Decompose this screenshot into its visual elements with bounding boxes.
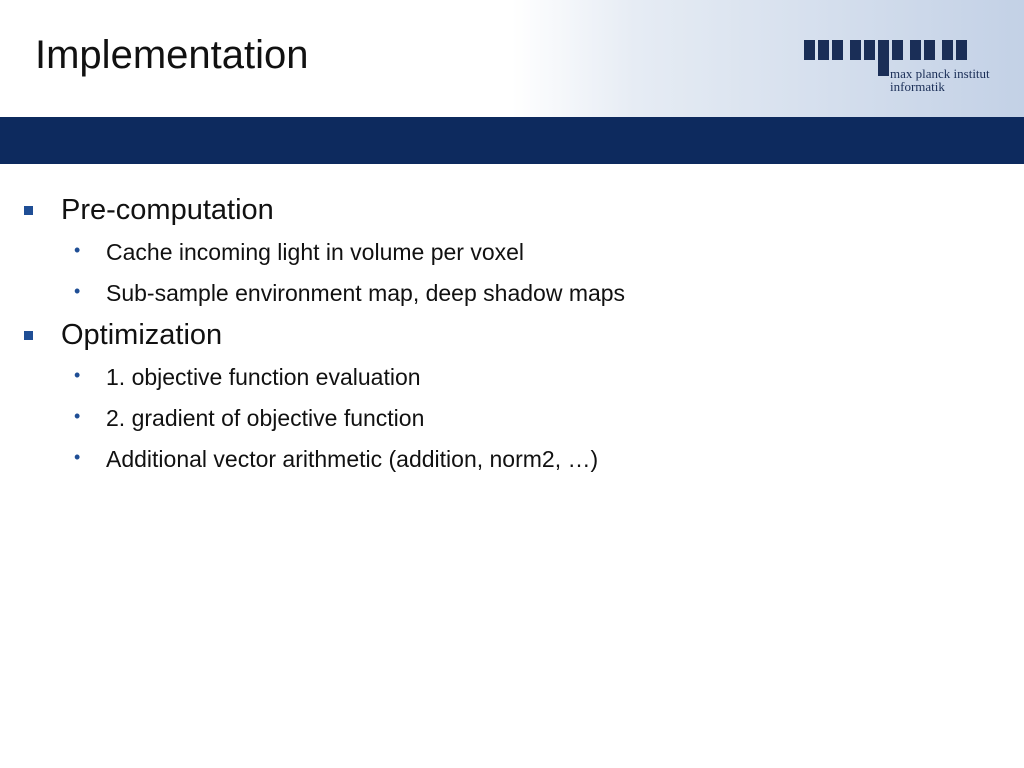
dot-bullet-icon: • [74,447,81,467]
sub-bullet-text: 2. gradient of objective function [106,405,425,431]
dot-bullet-icon: • [74,281,81,301]
sub-bullet [0,399,1024,440]
sub-bullet [0,274,1024,315]
logo-line-2: informatik [890,79,945,94]
square-bullet-icon [24,206,33,215]
square-bullet-icon [24,331,33,340]
sub-bullet [0,233,1024,274]
bullet-optimization [0,317,1024,358]
sub-bullet-text: Sub-sample environment map, deep shadow maps [106,280,626,306]
bullet-text: Optimization [61,319,223,351]
bullet-text: Pre-computation [61,194,274,226]
logo-caption [890,67,990,93]
logo-line-1: max planck institut [890,66,990,81]
slide-header [0,0,1024,117]
sub-bullet [0,358,1024,399]
presenter-page: Oliver Klehm, 17 [909,248,1013,264]
dot-bullet-icon: • [74,240,81,260]
slide-title: Implementation [35,33,309,77]
sub-bullet-text: 1. objective function evaluation [106,364,421,390]
sub-bullet-text: Cache incoming light in volume per voxel [106,239,525,265]
sub-bullet-text: Additional vector arithmetic (addition, norm2, …) [106,446,599,472]
dot-bullet-icon: • [74,406,81,426]
bullet-precomputation [0,192,1024,233]
dot-bullet-icon: • [74,365,81,385]
slide-body [0,188,1024,481]
sub-bullet [0,440,1024,481]
